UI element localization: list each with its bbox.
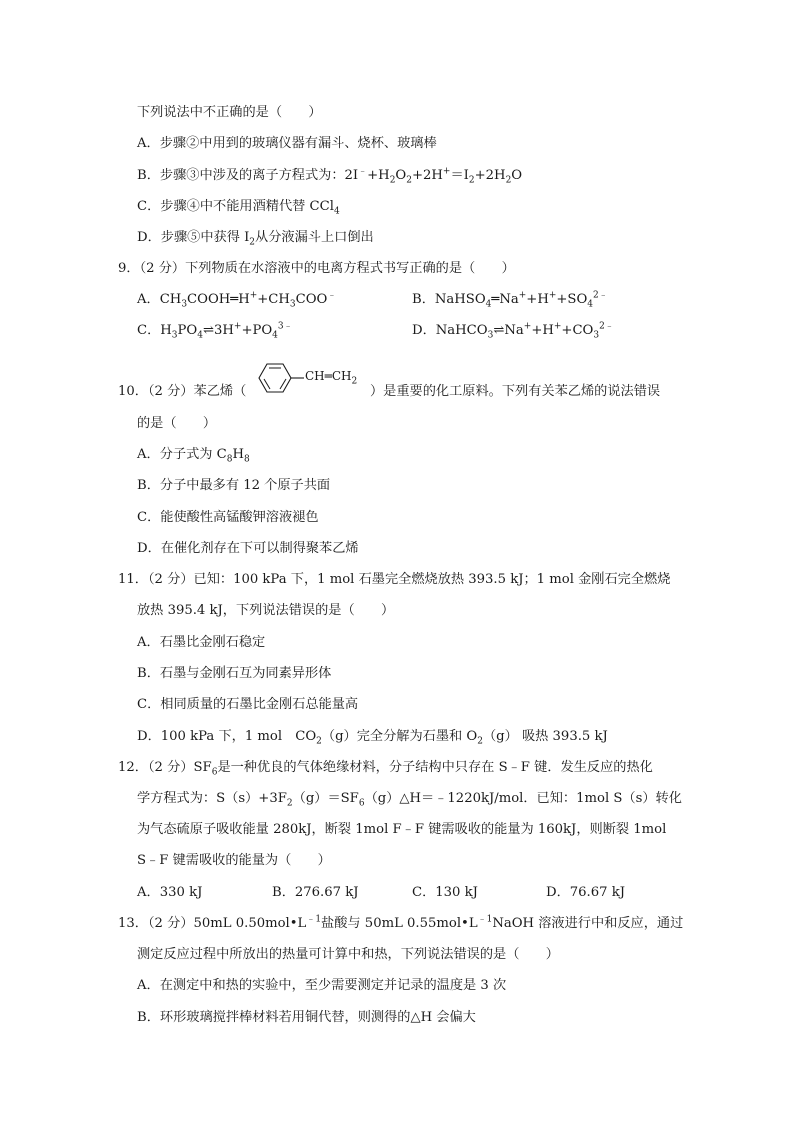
q11-option-a: A．石墨比金刚石稳定 <box>137 635 266 650</box>
q9-option-a: A．$CH_3COOH═H^++CH_3COO^﹣$ <box>137 290 337 310</box>
q8-option-d: D．步骤⑤中获得 $I_2$从分液漏斗上口倒出 <box>137 230 374 248</box>
q9-option-d: D．$NaHCO_3\rightleftharpoons Na^++H^++CO_3^{2﹣}$ <box>412 321 614 341</box>
q10-option-d: D．在催化剂存在下可以制得聚苯乙烯 <box>137 541 359 556</box>
q12-stem-line4: S﹣F 键需吸收的能量为（ ） <box>137 853 331 868</box>
q12-option-a: A．330 kJ <box>137 885 203 900</box>
q12-stem-line2: 学方程式为：$S(s)+3F_2(g)=SF_6(g)\triangle H=﹣1220kJ$/mol．已知：1mol S（s）转化 <box>137 791 682 809</box>
q8-option-a: A．步骤②中用到的玻璃仪器有漏斗、烧杯、玻璃棒 <box>137 136 437 151</box>
q8-option-b: B．步骤③中涉及的离子方程式为：$2I^﹣+H_2O_2+2H^+=I_2+2H_2O$ <box>137 166 523 186</box>
q12-option-c: C．130 kJ <box>412 885 478 900</box>
q10-option-c: C．能使酸性高锰酸钾溶液褪色 <box>137 510 319 525</box>
q10-option-b: B．分子中最多有 12 个原子共面 <box>137 478 331 493</box>
q13-stem-line1: 13．（2 分）50mL $0.50mol•L^{﹣1}$盐酸与 50mL $0.55mol•L^{﹣1}NaOH$ 溶液进行中和反应，通过 <box>118 914 684 931</box>
q11-option-b: B．石墨与金刚石互为同素异形体 <box>137 666 332 681</box>
q12-option-d: D．76.67 kJ <box>546 885 625 900</box>
q13-option-b: B．环形玻璃搅拌棒材料若用铜代替，则测得的△H 会偏大 <box>137 1010 476 1025</box>
q12-option-b: B．276.67 kJ <box>272 885 359 900</box>
q9-option-c: C．$H_3PO_4\rightleftharpoons 3H^++PO_4^{3﹣}$ <box>137 321 293 341</box>
q10-option-a: A．分子式为 $C_8H_8$ <box>137 447 250 465</box>
q12-stem-line1: 12．（2 分）$SF_6$是一种优良的气体绝缘材料，分子结构中只存在 S﹣F 键．发生反应的热化 <box>118 760 653 778</box>
q13-option-a: A．在测定中和热的实验中，至少需要测定并记录的温度是 3 次 <box>137 978 507 993</box>
q9-stem: 9．（2 分）下列物质在水溶液中的电离方程式书写正确的是（ ） <box>118 261 515 276</box>
styrene-vinyl-label: $CH═CH_2$ <box>305 369 358 387</box>
q8-stem: 下列说法中不正确的是（ ） <box>137 105 322 120</box>
q10-stem-start: 10．（2 分）苯乙烯（ <box>118 384 247 399</box>
q11-option-c: C．相同质量的石墨比金刚石总能量高 <box>137 697 359 712</box>
q11-stem-line1: 11．（2 分）已知：100 kPa 下，1 mol 石墨完全燃烧放热 393.5 kJ；1 mol 金刚石完全燃烧 <box>118 572 671 587</box>
q9-option-b: B．$NaHSO_4═Na^++H^++SO_4^{2﹣}$ <box>412 290 608 310</box>
q8-option-c: C．步骤④中不能用酒精代替 CCl$_4$ <box>137 199 340 217</box>
q11-stem-line2: 放热 395.4 kJ，下列说法错误的是（ ） <box>137 603 395 618</box>
q10-stem-end: ）是重要的化工原料。下列有关苯乙烯的说法错误 <box>370 384 661 399</box>
q10-stem-line2: 的是（ ） <box>137 416 217 431</box>
q11-option-d: D．100 kPa 下，1 mol $CO_2(g)$完全分解为石墨和 $O_2(g)$ 吸热 393.5 kJ <box>137 729 608 747</box>
q13-stem-line2: 测定反应过程中所放出的热量可计算中和热，下列说法错误的是（ ） <box>137 947 559 962</box>
q12-stem-line3: 为气态硫原子吸收能量 280kJ，断裂 1mol F﹣F 键需吸收的能量为 160kJ，则断裂 1mol <box>137 822 667 837</box>
